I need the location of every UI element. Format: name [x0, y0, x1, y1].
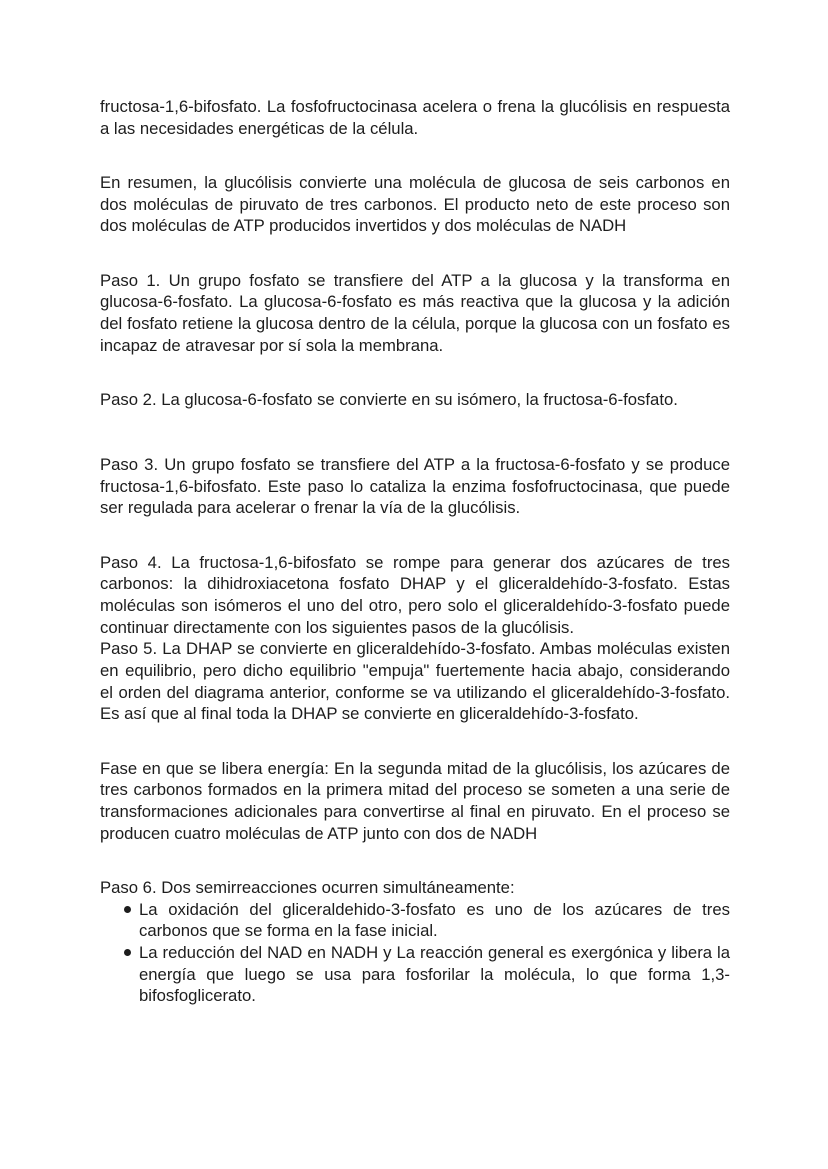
- paragraph-paso-1: Paso 1. Un grupo fosfato se transfiere del ATP a la glucosa y la transforma en glucosa-6-fosfato. La glucosa-6-fosfato es más reactiva que la glucosa y la adición del fosfato retiene la glucosa dentro de la célula, porque la glucosa con un fosfato es incapaz de atravesar por sí sola la membrana.: [100, 270, 730, 355]
- paragraph-paso-4: Paso 4. La fructosa-1,6-bifosfato se rompe para generar dos azúcares de tres carbonos: la dihidroxiacetona fosfato DHAP y el gliceraldehído-3-fosfato. Estas moléculas son isómeros el uno del otro, pero solo el gliceraldehído-3-fosfato puede continuar directamente con los siguientes pasos de la glucólisis.: [100, 552, 730, 637]
- list-item: [100, 899, 730, 942]
- bullet-icon: [124, 906, 131, 913]
- list-item: [100, 942, 730, 1007]
- paragraph-paso-5: Paso 5. La DHAP se convierte en gliceraldehído-3-fosfato. Ambas moléculas existen en equilibrio, pero dicho equilibrio "empuja" fuertemente hacia abajo, considerando el orden del diagrama anterior, conforme se va utilizando el gliceraldehído-3-fosfato. Es así que al final toda la DHAP se convierte en gliceraldehído-3-fosfato.: [100, 639, 730, 724]
- bullet-text: La oxidación del gliceraldehido-3-fosfato es uno de los azúcares de tres carbonos que se forma en la fase inicial.: [139, 899, 730, 941]
- paragraph-paso-2: Paso 2. La glucosa-6-fosfato se convierte en su isómero, la fructosa-6-fosfato.: [100, 389, 678, 409]
- bullet-text: La reducción del NAD en NADH y La reacción general es exergónica y libera la energía que luego se usa para fosforilar la molécula, lo que forma 1,3-bifosfoglicerato.: [139, 943, 730, 1006]
- paragraph-resumen: En resumen, la glucólisis convierte una molécula de glucosa de seis carbonos en dos moléculas de piruvato de tres carbonos. El producto neto de este proceso son dos moléculas de ATP producidos invertidos y dos moléculas de NADH: [100, 172, 730, 236]
- section-paso-6: [100, 877, 730, 1007]
- paso-6-bullet-list: [100, 899, 730, 1008]
- paragraph-paso-3: Paso 3. Un grupo fosfato se transfiere del ATP a la fructosa-6-fosfato y se produce fructosa-1,6-bifosfato. Este paso lo cataliza la enzima fosfofructocinasa, que puede ser regulada para acelerar o frenar la vía de la glucólisis.: [100, 454, 730, 518]
- paragraph-fase-energia: Fase en que se libera energía: En la segunda mitad de la glucólisis, los azúcares de tres carbonos formados en la primera mitad del proceso se someten a una serie de transformaciones adicionales para convertirse al final en piruvato. En el proceso se producen cuatro moléculas de ATP junto con dos de NADH: [100, 758, 730, 843]
- paragraph-fructosa-intro: fructosa-1,6-bifosfato. La fosfofructocinasa acelera o frena la glucólisis en respuesta a las necesidades energéticas de la célula.: [100, 97, 730, 138]
- paragraph-paso-6-intro: Paso 6. Dos semirreacciones ocurren simultáneamente:: [100, 877, 515, 897]
- bullet-icon: [124, 949, 131, 956]
